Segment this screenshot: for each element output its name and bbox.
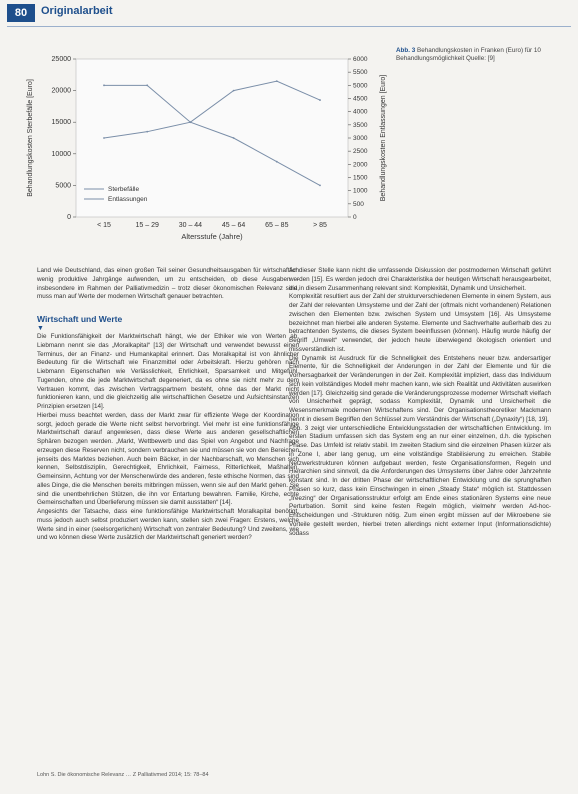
plot-area [76, 59, 348, 217]
right-tick-label: 2000 [353, 161, 368, 169]
x-tick-label: 30 – 44 [178, 222, 203, 229]
right-tick-label: 500 [353, 200, 364, 208]
left-axis-label: Behandlungskosten Sterbefälle [Euro] [27, 79, 34, 197]
data-point [190, 121, 192, 123]
right-paragraph-2: Komplexität resultiert aus der Zahl der strukturverschiedenen Elemente in einem System, aus der Zahl der relevanten Umsysteme und der Zahl der (oftmals nicht vorhandenen) Relationen zwischen den Elementen bzw. zwischen System und Umsystem [16]. Als Umsysteme bezeichnet man hierbei alle anderen Systeme. Elemente und Sachverhalte außerhalb des zu betrachtenden Systems, die dieses System beeinflussen (können). Häufig wurde häufig der Begriff „Umwelt“ verwendet, der jedoch heute überwiegend ökologisch orientiert und missverständlich ist. [289, 293, 551, 353]
data-point [319, 99, 321, 101]
right-column [289, 267, 551, 538]
data-point [103, 84, 105, 86]
left-paragraph-1: Land wie Deutschland, das einen großen Teil seiner Gesundheitsausgaben für wirtschaftlich wenig produktive Jahrgänge aufwenden, um zu entscheiden, ob diese Ausgaben – insbesondere im Rahmen der Palliativmedizin – trotz dieser ökonomischen Relevanz sind, muss man auf Werte der modernen Wirtschaft genauer betrachten. [37, 267, 299, 301]
right-tick-label: 3000 [353, 135, 368, 142]
data-point [276, 80, 278, 82]
figure-3 [0, 45, 400, 255]
x-axis-label: Altersstufe (Jahre) [181, 232, 243, 241]
right-tick-label: 1500 [353, 174, 368, 182]
left-tick-label: 0 [67, 214, 71, 221]
right-paragraph-1: An dieser Stelle kann nicht die umfassende Diskussion der postmodernen Wirtschaft geführt werden [15]. Es werden jedoch drei Charakteristika der heutigen Wirtschaft herausgearbeitet, die in diesem Zusammenhang relevant sind: Komplexität, Dynamik und Unsicherheit. [289, 267, 551, 292]
heading-marker-icon: ▼ [37, 325, 44, 332]
x-tick-label: 15 – 29 [135, 222, 159, 229]
left-paragraph-2: Die Funktionsfähigkeit der Marktwirtschaft hängt, wie der Ethiker wie von Werten ab. Liebmann nennt sie das „Moralkapital“ [13] der Wirtschaft und verwendet bewusst einen Terminus, der an Finanz- und Humankapital erinnert. Das Moralkapital ist von ähnlicher Bedeutung für die Wirtschaft wie Finanzmittel oder Arbeitskraft. Hierzu gehören nach Liebmann Eigenschaften wie Verlässlichkeit, Ehrlichkeit, Sparsamkeit und Mitgefühl. Tugenden, ohne die jede Marktwirtschaft degeneriert, da es ohne sie nicht mehr zu dem Vertrauen kommt, das zwischen Vertragspartnern besteht, ohne das der Markt nicht funktionieren kann, und die gleichzeitig alle wirtschaftlichen Gesetze und Aufsichtsinstanzen Prinzipien ersetzen [14]. [37, 333, 299, 410]
data-point [276, 161, 278, 163]
left-tick-label: 20000 [51, 87, 71, 95]
data-point [319, 185, 321, 187]
left-tick-label: 15000 [51, 119, 71, 127]
page-footer: Lohn S. Die ökonomische Relevanz … Z Palliativmed 2014; 15: 78–84 [37, 772, 209, 778]
caption-label: Abb. 3 [396, 47, 416, 54]
left-tick-label: 10000 [51, 150, 71, 158]
data-point [146, 84, 148, 86]
data-point [146, 131, 148, 133]
left-tick-label: 5000 [55, 182, 71, 190]
page-header [0, 0, 578, 26]
data-point [103, 137, 105, 139]
left-column [37, 267, 299, 543]
right-tick-label: 0 [353, 214, 357, 221]
right-tick-label: 1000 [353, 187, 368, 195]
right-paragraph-4: Abb. 3 zeigt vier unterschiedliche Entwicklungsstadien der wirtschaftlichen Entwicklung. Im ersten Stadium umfassen sich das System eng an nur einer einzelnen, d.h. die typischen Phase. Das Umfeld ist relativ stabil. Im zweiten Stadium sind die einzelnen Phasen kürzer als in Zone I, aber lang genug, um eine vollständige Stabilisierung zu erreichen. Stabile Netzwerkstrukturen können aufgebaut werden, feste Organisationsformen, Regeln und Hierarchien sind sinnvoll, da die Anforderungen des Umsystems über Jahre oder Jahrzehnte konstant sind. In der dritten Phase der wirtschaftlichen Entwicklung und die sprunghaften Phasen so kurz, dass kein Einschwingen in einen „Steady State“ möglich ist. Stattdessen „freezing“ der Organisationsstruktur erfolgt am Ende eines stationären Systems eine neue Perturbation. Somit sind keine festen Regeln möglich, vielmehr werden Ad-hoc-Entscheidungen und -Strukturen nötig. Zum einen ergibt müssen auf der Mikroebene sie Vorteile gestellt werden, hierbei treten allerdings nicht externer Input (Informationsdichte) sodass [289, 424, 551, 537]
header-rule [7, 26, 571, 27]
left-paragraph-3: Hierbei muss beachtet werden, dass der Markt zwar für effiziente Wege der Koordination sorgt, jedoch gerade die Werte nicht selbst hervorbringt. Viel mehr ist eine funktionsfähige Marktwirtschaft darauf angewiesen, dass diese Werte aus anderen gesellschaftlichen Sphären bezogen werden. „Markt, Wettbewerb und das Spiel von Angebot und Nachfrage erzeugen diese Reserven nicht, sondern verbrauchen sie und müssen sie von den Bereichen jenseits des Marktes beziehen. Auch beim Bäcker, in der Nachbarschaft, wo Menschen sich kennen, Selbstdisziplin, Gerechtigkeit, Ehrlichkeit, Fairness, Ritterlichkeit, Maßhalten, Gemeinsinn, Achtung vor der Menschenwürde des anderen, feste ethische Normen, das sind alles Dinge, die die Menschen bereits mitbringen müssen, wenn sie auf den Markt gehen. Sie sind die unentbehrlichen Stützen, die ihn vor Entartung bewahren. Familie, Kirche, echte Gemeinschaften und Überlieferung müssen sie damit ausstatten“ [14]. [37, 411, 299, 507]
legend-label: Entlassungen [108, 196, 148, 203]
data-point [233, 137, 235, 139]
right-tick-label: 6000 [353, 56, 368, 63]
right-tick-label: 4500 [353, 95, 368, 103]
figure-caption [396, 47, 566, 63]
right-axis-label: Behandlungskosten Entlassungen [Euro] [380, 74, 387, 202]
right-tick-label: 2500 [353, 148, 368, 156]
x-tick-label: 45 – 64 [221, 222, 246, 229]
x-tick-label: < 15 [97, 222, 111, 229]
page-number: 80 [7, 4, 35, 22]
x-tick-label: > 85 [313, 222, 327, 229]
right-tick-label: 3500 [353, 121, 368, 129]
legend-label: Sterbefälle [108, 186, 140, 193]
right-tick-label: 5000 [353, 82, 368, 90]
caption-text: Behandlungskosten in Franken (Euro) für 10 Behandlungsmöglichkeit Quelle: [9] [396, 47, 541, 62]
chart [0, 45, 400, 255]
left-paragraph-4: Angesichts der Tatsache, dass eine funktionsfähige Marktwirtschaft Moralkapital benötigt, muss jedoch auch selbst produziert werden kann, stellen sich zwei Fragen: Erstens, welche Werte sind in einer (seelsorgerlichen) Wirtschaft von zentraler Bedeutung? Und zweitens, wie und wo können diese Werte zusätzlich der Marktwirtschaft generiert werden? [37, 508, 299, 542]
right-paragraph-3: Die Dynamik ist Ausdruck für die Schnelligkeit des Entstehens neuer bzw. andersartiger Elemente, für die Schnelligkeit der Anderungen in der Zahl der Elemente und für die Vorhersagbarkeit der Veränderungen in der Zeit. Komplexität impliziert, dass das Individuum sich kein vollständiges Modell mehr machen kann, wie sich Realität und Aktivitäten auswirken werden [17]. Gleichzeitig sind gerade die Veränderungsprozesse moderner Wirtschaft vielfach von Unsicherheit geprägt, sodass Komplexität, Dynamik und Unsicherheit die Wesensmerkmale modernen Wirtschaftens sind. Der Organisationstheoretiker Mackmann nennt in diesem Begriffen den Schlüssel zum Verständnis der Wirtschaft („Dynaxity“) [18, 19]. [289, 354, 551, 423]
left-tick-label: 25000 [51, 56, 71, 63]
right-tick-label: 5500 [353, 69, 368, 77]
section-heading: Wirtschaft und Werte [37, 314, 123, 324]
x-tick-label: 65 – 85 [265, 222, 289, 229]
right-tick-label: 4000 [353, 108, 368, 116]
section-title: Originalarbeit [41, 5, 113, 17]
data-point [233, 90, 235, 92]
